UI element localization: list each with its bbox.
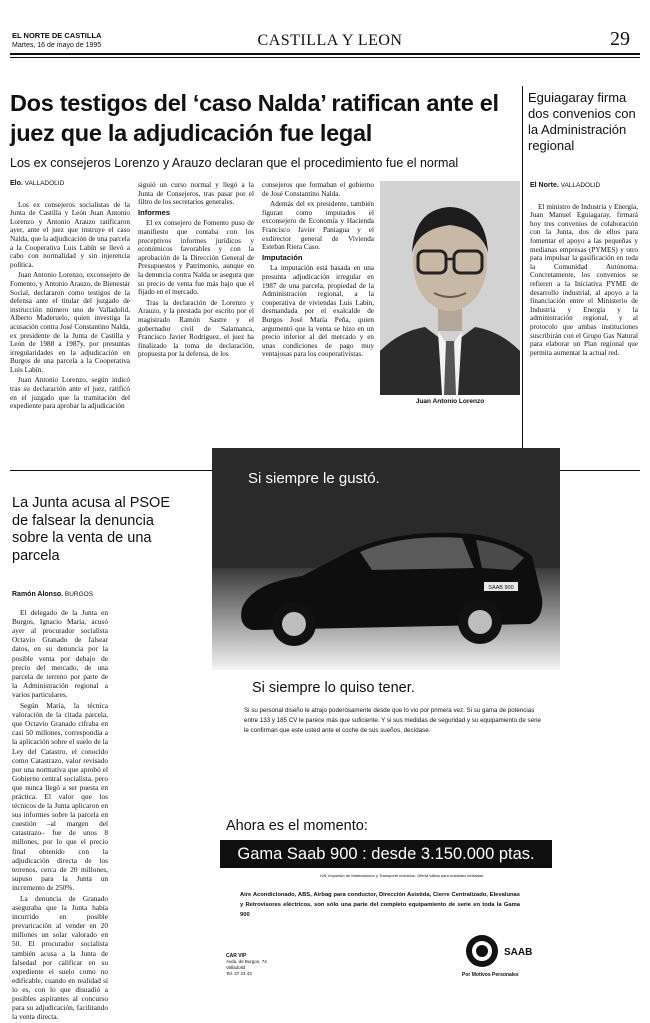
paragraph: Juan Antonio Lorenzo, según indicó tras su declaración ante el juez, ratificó en el juzgado que la tramitación del expediente para aprobar la adjudicación: [10, 376, 130, 411]
column-divider-vertical: [522, 86, 523, 466]
main-story-col3: [262, 181, 374, 361]
dealer-address: Avda. de Burgos, 74: [226, 959, 267, 964]
ad-body-text: Si su personal diseño le atrajo poderosamente desde que lo vio por primera vez. Si su gama de potencias entre 133 y 185 CV le parece más que suficiente. Y si sus medidas de seguridad y su equipamiento de serie le confirman que este usted ante el coche de sus sueños, decídase.: [244, 707, 541, 734]
paragraph: siguió un curso normal y llegó a la Junta de Consejeros, tras pasar por el filtro de los secretarios generales.: [138, 181, 254, 207]
paragraph: Además del ex presidente, también figuran como imputados el exconsejero de Economía y Hacienda Francisco Javier Paniagua y el exdirector general de Vivienda Esteban Riera Caso.: [262, 200, 374, 252]
byline-author: El Norte.: [530, 182, 559, 189]
paragraph: Según María, la técnica valoración de la citada parcela, que Octavio Granado cifraba en casi 50 millones, correspondía a la aplicación sobre el suelo de la Ley del Catastro, el conocido como Catastrazo, valor revisado por una normativa que aprobó el Gobierno central socialista, pero que nunca llegó a ser puesta en práctica. El valor que los técnicos de la Junta aplicaron en sus informes sobre la parcela en cuestión –al margen del catastrazo– fue de unos 8 millones, por lo que el precio final obtenido con la adjudicación directa de los terrenos, cerca de 20 millones, supuso para la Junta un incremento de 250%.: [12, 701, 108, 892]
paragraph: El ex consejero de Fomento puso de manifiesto que contaba con los preceptivos informes jurídicos y económicos favorables y con la aprobación de la Dirección General de Presupuestos y Patrimonio, aunque en la denuncia contra Nalda se asegura que su precio de venta fue más bajo que el fijado en el mercado.: [138, 219, 254, 297]
ad-slogan: Por Motivos Personales: [462, 972, 519, 978]
saab-emblem-icon: [462, 933, 502, 969]
second-story-body: [12, 590, 200, 1023]
dealer-city: Valladolid: [226, 965, 246, 970]
main-headline: Dos testigos del ‘caso Nalda’ ratifican ante el juez que la adjudicación fue legal: [10, 90, 499, 146]
portrait-photo: [380, 181, 520, 395]
section-subhead: Imputación: [262, 252, 303, 262]
byline: [530, 182, 638, 191]
newspaper-name: EL NORTE DE CASTILLA: [12, 31, 102, 40]
main-subhead: Los ex consejeros Lorenzo y Arauzo declaran que el procedimiento fue el normal: [10, 156, 459, 170]
side-story-body: [530, 182, 638, 359]
header-rule-thin: [10, 57, 640, 58]
byline-author: Elo.: [10, 180, 23, 187]
section-title: CASTILLA Y LEON: [257, 32, 403, 49]
ad-fine-print: IVA, impuesto de Matriculación y Transporte incluidos. Oferta válida para unidades limitadas.: [320, 873, 485, 878]
portrait-illustration: [380, 181, 520, 395]
license-plate: SAAB 900: [488, 585, 514, 591]
ad-price-bar: Gama Saab 900 : desde 3.150.000 ptas.: [220, 840, 552, 868]
paragraph: La denuncia de Granado aseguraba que la Junta había incurrido en posible prevaricación al vender en 20 millones un solar valorado en 50. El procurador socialista también acusa a la Junta de falsedad por calificar en su expediente el suelo como no edificable, cuando en realidad sí lo es, con lo que disuadió a posibles aspirantes al concurso para su adjudicación, facilitando la venta directa.: [12, 894, 108, 1022]
dealer-name: CAR VIP: [226, 953, 247, 959]
paragraph: Juan Antonio Lorenzo, exconsejero de Fomento, y Antonio Arauzo, de Bienestar Social, declararon como testigos de la defensa ante el titular del juzgado de instrucción número uno de Valladolid, Alberto Maderuelo, quien investiga la acusación contra José Constantino Nalda, ex presidente de la Junta de Castilla y León de 1988 a 1987y, por presuntas irregularidades en la adjudicación en Burgos de una parcela a la Cooperativa Luis Labín.: [10, 271, 130, 374]
dealer-phone: Tel. 37 23 43: [226, 971, 252, 976]
second-story-title: La Junta acusa al PSOE de falsear la denuncia sobre la venta de una parcela: [12, 495, 170, 564]
section-subhead: Informes: [138, 207, 171, 217]
saab-wordmark: SAAB: [504, 947, 533, 958]
issue-date: Martes, 16 de mayo de 1995: [12, 42, 102, 49]
main-story-col1: [10, 180, 130, 413]
main-story-col2: [138, 181, 254, 361]
byline-city: BURGOS: [64, 591, 94, 598]
byline-city: VALLADOLID: [560, 182, 601, 189]
paragraph: Los ex consejeros socialistas de la Junta de Castilla y León Juan Antonio Lorenzo y Antonio Arauzo ratificaron ayer, ante el juez que instruye el caso Nalda, que la adjudicación de una parcela a la Cooperativa Luis Labín se llevó a cabo con normalidad y sin injerencia política.: [10, 200, 130, 269]
byline: [10, 180, 130, 189]
paragraph: El ministro de Industria y Energía, Juan Manuel Eguiagaray, firmará hoy tres convenios de colaboración con la Junta, dos de ellos para fomentar el apoyo a las pequeñas y medianas empresas (PYMES) y otro para impulsar la gasificación en toda la Comunidad Autónoma. Concretamente, los convenios se refieren a la Iniciativa PYME de desarrollo industrial, al apoyo a la financiación entre el Ministerio de Industria y Energía y la administración regional, y al protocolo que ambas instituciones suscribirán con el Grupo Gas Natural para elaborar un Plan regional que permita aumentar la actual red.: [530, 202, 638, 357]
side-story-title: Eguiagaray firma dos convenios con la Administración regional: [528, 90, 636, 153]
ad-tagline-bottom: Si siempre lo quiso tener.: [252, 680, 415, 696]
page-number: 29: [610, 28, 630, 50]
byline-author: Ramón Alonso.: [12, 591, 64, 598]
paragraph: El delegado de la Junta en Burgos, Ignacio María, acusó ayer al procurador socialista Octavio Granado de falsear datos, en su denuncia por la posible venta por debajo de precio del mercado, de una parcela de terreno por parte de la Administración regional a varios particulares.: [12, 608, 108, 699]
paragraph: Tras la declaración de Lorenzo y Arauzo, y la prestada por escrito por el magistrado Ramón Sastre y el gobernador civil de Salamanca, Francisco Javier Rodríguez, el juez ha finalizado la toma de declaración, propuesta por la defensa, de los: [138, 298, 254, 359]
paragraph: La imputación está basada en una presunta adjudicación irregular en 1987 de una parcela, propiedad de la Administración regional, a la cooperativa de viviendas Luis Labín, desmandada por el exalcalde de Burgos José María Peña, quien argumentó que la venta se hizo en un precio inferior al del mercado y en unas condiciones de pago muy ventajosas para los cooperativistas.: [262, 264, 374, 359]
byline: [12, 590, 200, 599]
ad-moment-text: Ahora es el momento:: [226, 818, 368, 834]
ad-tagline-top: Si siempre le gustó.: [248, 470, 380, 487]
byline-city: VALLADOLID: [24, 180, 65, 187]
paragraph: consejeros que formaban el gobierno de José Constantino Nalda.: [262, 181, 374, 198]
saab-advertisement: [212, 448, 560, 983]
header-rule: [10, 53, 640, 55]
photo-caption: Juan Antonio Lorenzo: [415, 398, 485, 405]
saab-logo: [462, 933, 552, 977]
dealer-info: [226, 953, 267, 977]
ad-equipment-list: Aire Acondicionado, ABS, Airbag para conductor, Dirección Asistida, Cierre Centralizado, Elevalunas y Retrovisores eléctricos, son sólo una parte del completo equipamiento de serie en toda la Gama 900: [240, 892, 520, 918]
page-header-left: [12, 31, 101, 50]
